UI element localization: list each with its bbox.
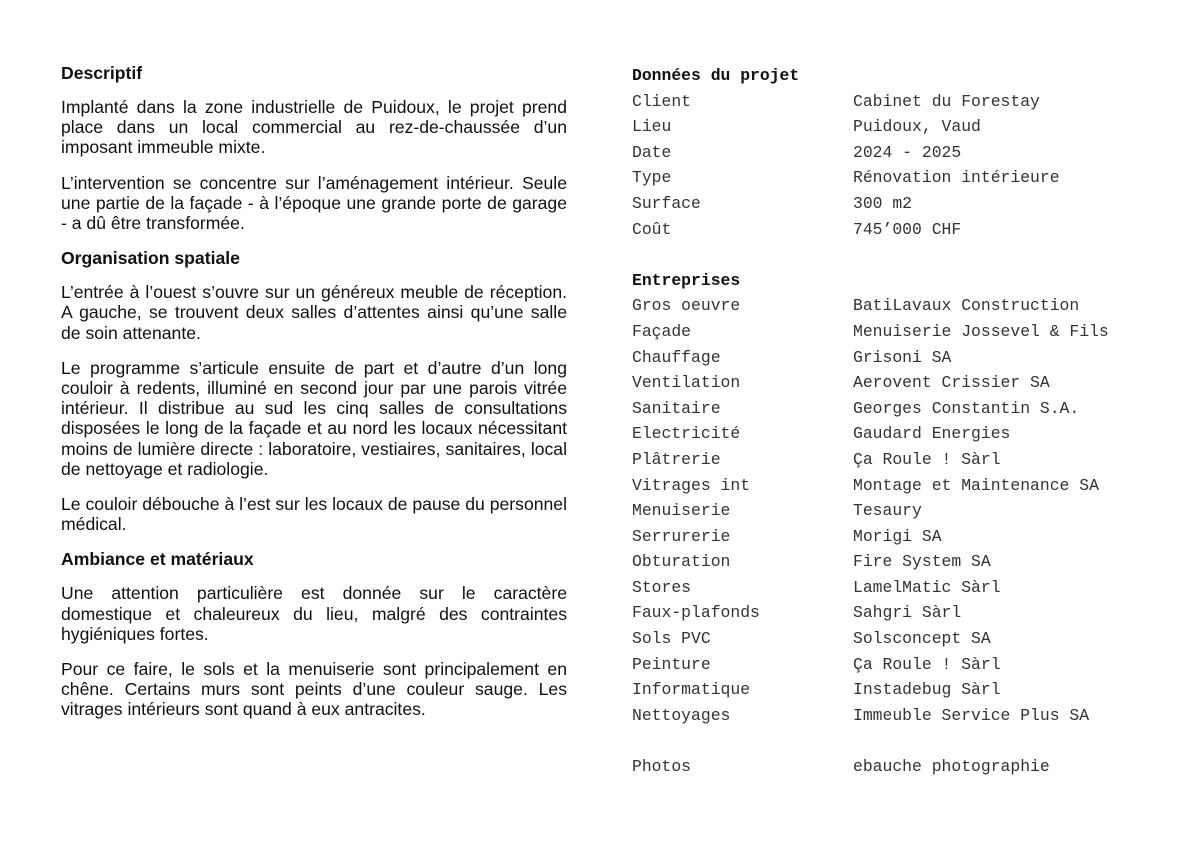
row-label: Façade — [632, 321, 692, 341]
row-label: Date — [632, 142, 672, 162]
row-label: Faux-plafonds — [632, 603, 760, 623]
project-data-row — [632, 194, 1172, 220]
companies-list — [632, 296, 1172, 731]
row-label: Photos — [632, 757, 692, 777]
company-row — [632, 399, 1172, 425]
row-value: 2024 - 2025 — [853, 142, 962, 162]
project-data-title: Données du projet — [632, 66, 800, 85]
row-label: Obturation — [632, 552, 731, 572]
project-data-row — [632, 220, 1172, 246]
row-value: Rénovation intérieure — [853, 168, 1060, 188]
project-data-row — [632, 168, 1172, 194]
paragraph: Implanté dans la zone industrielle de Puidoux, le projet prend place dans un local commercial au rez-de-chaussée d’un imposant immeuble mixte. — [61, 97, 567, 158]
company-row — [632, 373, 1172, 399]
row-value: Grisoni SA — [853, 347, 952, 367]
row-label: Peinture — [632, 654, 711, 674]
photos-row — [632, 757, 1172, 783]
row-label: Lieu — [632, 117, 672, 137]
company-row — [632, 655, 1172, 681]
company-row — [632, 552, 1172, 578]
section-heading-ambiance: Ambiance et matériaux — [61, 549, 254, 570]
company-row — [632, 476, 1172, 502]
row-label: Ventilation — [632, 373, 741, 393]
section-heading-organisation: Organisation spatiale — [61, 248, 240, 269]
row-label: Vitrages int — [632, 475, 751, 495]
row-label: Serrurerie — [632, 526, 731, 546]
paragraph: Le programme s’articule ensuite de part et d’autre d’un long couloir à redents, illuminé en second jour par une parois vitrée intérieur. Il distribue au sud les cinq salles de consultations disposées le long de la façade et au nord les locaux nécessitant moins de lumière directe : laboratoire, vestiaires, sanitaires, local de nettoyage et radiologie. — [61, 357, 567, 479]
company-row — [632, 680, 1172, 706]
row-value: Aerovent Crissier SA — [853, 373, 1050, 393]
spacer — [632, 245, 1172, 271]
project-data-row — [632, 143, 1172, 169]
row-value: LamelMatic Sàrl — [853, 577, 1001, 597]
row-label: Sanitaire — [632, 398, 721, 418]
row-value: Morigi SA — [853, 526, 942, 546]
project-data-row — [632, 117, 1172, 143]
row-label: Type — [632, 168, 672, 188]
row-value: Cabinet du Forestay — [853, 91, 1040, 111]
company-row — [632, 527, 1172, 553]
company-row — [632, 450, 1172, 476]
row-value: Gaudard Energies — [853, 424, 1011, 444]
row-label: Plâtrerie — [632, 449, 721, 469]
company-row — [632, 603, 1172, 629]
row-value: Solsconcept SA — [853, 629, 991, 649]
row-label: Stores — [632, 577, 692, 597]
paragraph: L’entrée à l’ouest s’ouvre sur un généreux meuble de réception. A gauche, se trouvent deux salles d’attentes ainsi qu’une salle de soin attenante. — [61, 282, 567, 343]
row-value: Ça Roule ! Sàrl — [853, 654, 1001, 674]
company-row — [632, 348, 1172, 374]
row-label: Nettoyages — [632, 705, 731, 725]
row-label: Surface — [632, 193, 701, 213]
row-value: Instadebug Sàrl — [853, 680, 1001, 700]
row-value: ebauche photographie — [853, 757, 1050, 777]
row-label: Electricité — [632, 424, 741, 444]
project-data-list — [632, 92, 1172, 246]
company-row — [632, 706, 1172, 732]
company-row — [632, 424, 1172, 450]
row-value: BatiLavaux Construction — [853, 296, 1080, 316]
paragraph: Pour ce faire, le sols et la menuiserie sont principalement en chêne. Certains murs sont peints d’une couleur sauge. Les vitrages intérieurs sont quand à eux antracites. — [61, 659, 567, 720]
paragraph: Une attention particulière est donnée sur le caractère domestique et chaleureux du lieu, malgré des contraintes hygiéniques fortes. — [61, 583, 567, 644]
row-label: Client — [632, 91, 692, 111]
row-value: Georges Constantin S.A. — [853, 398, 1080, 418]
paragraph: Le couloir débouche à l’est sur les locaux de pause du personnel médical. — [61, 494, 567, 535]
company-row — [632, 322, 1172, 348]
company-row — [632, 296, 1172, 322]
paragraph: L’intervention se concentre sur l’aménagement intérieur. Seule une partie de la façade - à l’époque une grande porte de garage - a dû être transformée. — [61, 172, 567, 234]
project-data-row — [632, 92, 1172, 118]
company-row — [632, 501, 1172, 527]
description-column — [61, 63, 567, 735]
row-value: 300 m2 — [853, 193, 913, 213]
row-label: Chauffage — [632, 347, 721, 367]
spacer — [632, 731, 1172, 757]
row-value: Ça Roule ! Sàrl — [853, 449, 1001, 469]
row-label: Sols PVC — [632, 629, 711, 649]
row-value: Menuiserie Jossevel & Fils — [853, 321, 1109, 341]
row-value: Puidoux, Vaud — [853, 117, 981, 137]
row-label: Gros oeuvre — [632, 296, 741, 316]
row-value: Immeuble Service Plus SA — [853, 705, 1090, 725]
row-value: Montage et Maintenance SA — [853, 475, 1099, 495]
project-data-column — [632, 66, 1172, 783]
row-label: Informatique — [632, 680, 751, 700]
companies-title: Entreprises — [632, 270, 741, 290]
row-value: Tesaury — [853, 501, 922, 521]
company-row — [632, 578, 1172, 604]
row-value: Sahgri Sàrl — [853, 603, 962, 623]
section-heading-descriptif: Descriptif — [61, 63, 143, 83]
row-value: 745’000 CHF — [853, 219, 962, 239]
company-row — [632, 629, 1172, 655]
row-label: Coût — [632, 219, 672, 239]
row-label: Menuiserie — [632, 501, 731, 521]
row-value: Fire System SA — [853, 552, 991, 572]
